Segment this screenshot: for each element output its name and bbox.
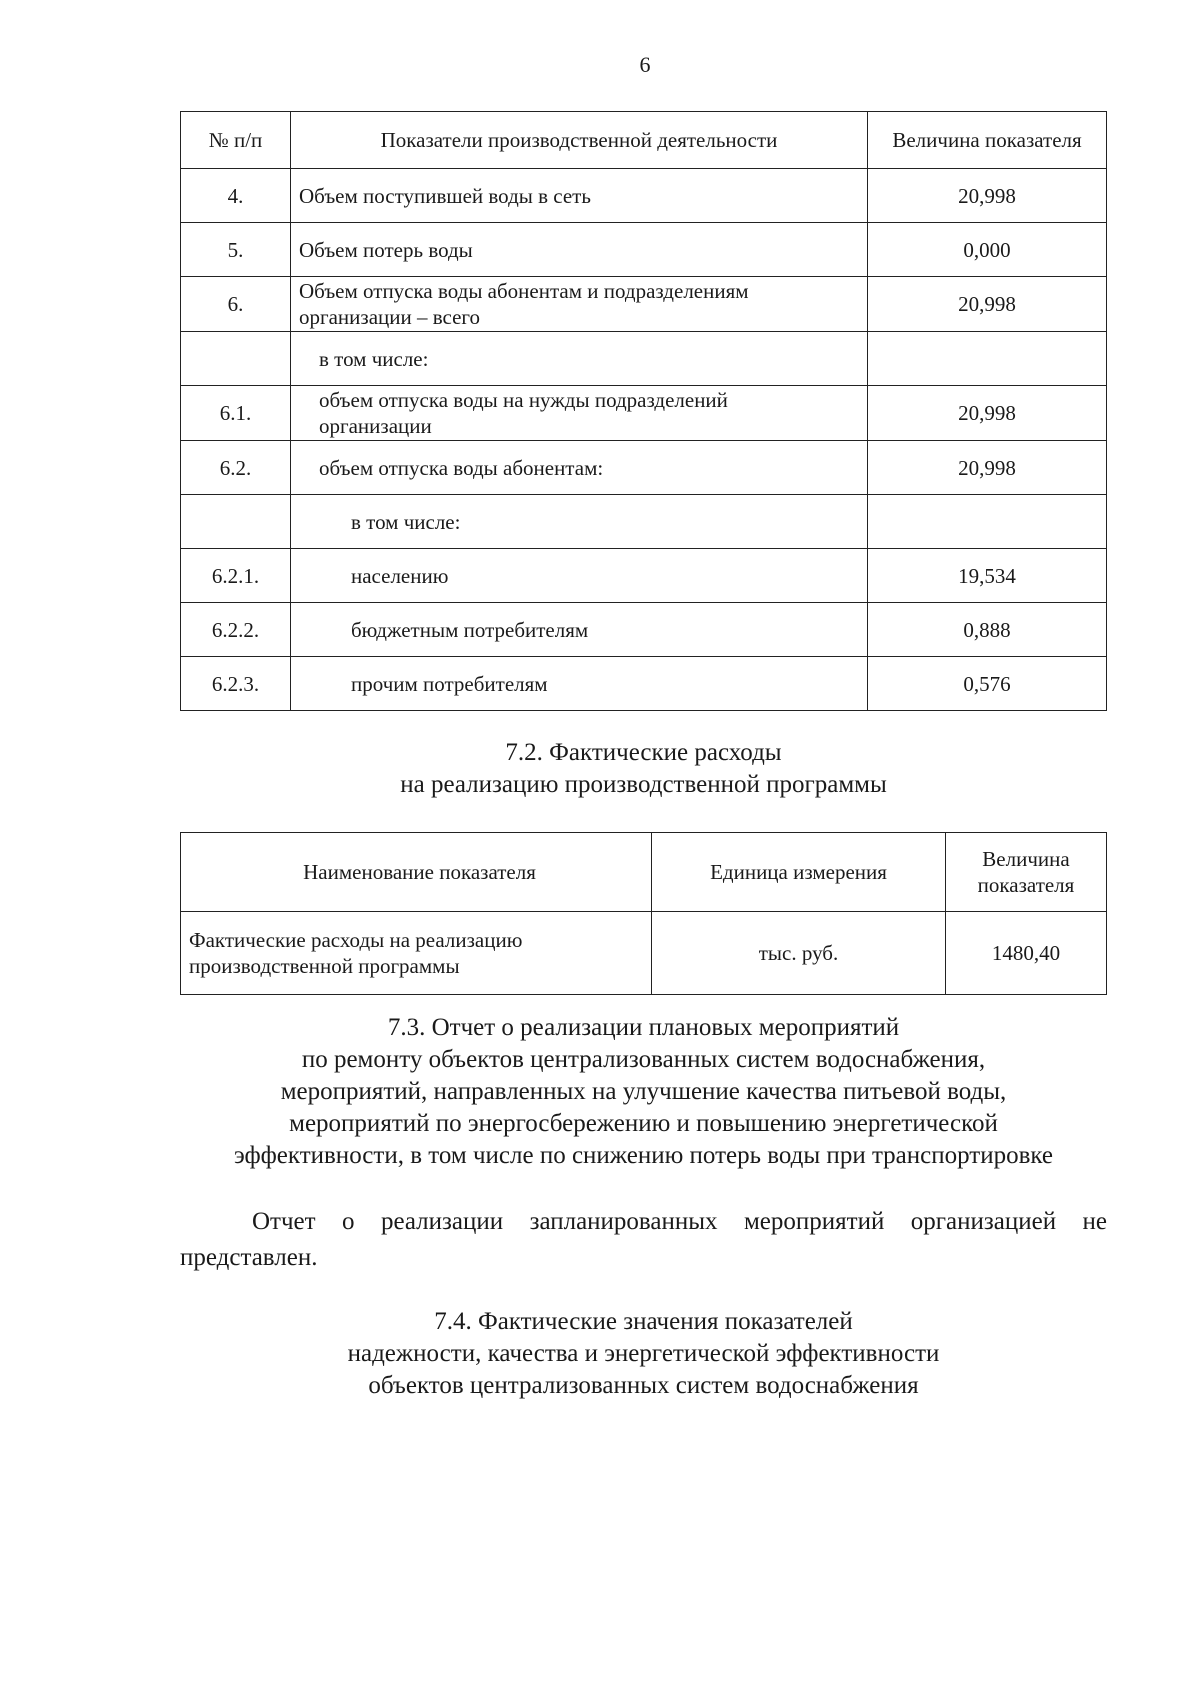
row-value: 0,576 xyxy=(868,657,1107,711)
row-value: 19,534 xyxy=(868,549,1107,603)
row-name: бюджетным потребителям xyxy=(291,603,868,657)
table-row xyxy=(181,277,1107,332)
row-num: 6.2.1. xyxy=(181,549,291,603)
expense-unit: тыс. руб. xyxy=(652,912,946,995)
row-name: объем отпуска воды абонентам: xyxy=(291,441,868,495)
header-unit: Единица измерения xyxy=(652,833,946,912)
section-7-4-title xyxy=(180,1306,1107,1402)
table-row xyxy=(181,495,1107,549)
table-row xyxy=(181,386,1107,441)
row-name: Объем поступившей воды в сеть xyxy=(291,169,868,223)
section-7-3-title-line: мероприятий, направленных на улучшение качества питьевой воды, xyxy=(280,1078,1007,1105)
row-num: 6. xyxy=(181,277,291,332)
row-name: прочим потребителям xyxy=(291,657,868,711)
page-number: 6 xyxy=(639,52,651,77)
expenses-table xyxy=(180,832,1107,995)
section-7-3-title-line: по ремонту объектов централизованных систем водоснабжения, xyxy=(301,1046,986,1073)
production-indicators-table xyxy=(180,111,1107,711)
row-value: 20,998 xyxy=(868,386,1107,441)
row-num: 6.2.2. xyxy=(181,603,291,657)
row-value: 20,998 xyxy=(868,277,1107,332)
header-indicator-name: Наименование показателя xyxy=(181,833,652,912)
section-7-2-title xyxy=(180,737,1107,801)
row-num xyxy=(181,495,291,549)
table-row xyxy=(181,603,1107,657)
table-row xyxy=(181,657,1107,711)
table-row xyxy=(181,441,1107,495)
section-7-3-title xyxy=(180,1012,1107,1172)
row-num: 5. xyxy=(181,223,291,277)
row-value xyxy=(868,495,1107,549)
row-value: 0,000 xyxy=(868,223,1107,277)
section-7-3-title-line: 7.3. Отчет о реализации плановых мероприятий xyxy=(387,1014,900,1041)
row-name: Объем отпуска воды абонентам и подразделениям организации – всего xyxy=(291,277,868,332)
row-name: населению xyxy=(291,549,868,603)
section-7-4-title-line: 7.4. Фактические значения показателей xyxy=(434,1308,853,1335)
section-7-2-title-line: 7.2. Фактические расходы xyxy=(505,739,782,766)
table-row xyxy=(181,912,1107,995)
row-name: в том числе: xyxy=(291,495,868,549)
row-name: объем отпуска воды на нужды подразделений организации xyxy=(291,386,868,441)
row-name: Объем потерь воды xyxy=(291,223,868,277)
table-row xyxy=(181,223,1107,277)
row-num: 4. xyxy=(181,169,291,223)
row-value: 20,998 xyxy=(868,169,1107,223)
row-value xyxy=(868,332,1107,386)
section-7-4-title-line: надежности, качества и энергетической эффективности xyxy=(347,1340,940,1367)
section-7-2-title-line: на реализацию производственной программы xyxy=(400,771,887,798)
row-num xyxy=(181,332,291,386)
expense-name: Фактические расходы на реализацию производственной программы xyxy=(181,912,652,995)
header-value: Величина показателя xyxy=(868,112,1107,169)
header-indicator: Показатели производственной деятельности xyxy=(291,112,868,169)
table-row xyxy=(181,549,1107,603)
row-value: 0,888 xyxy=(868,603,1107,657)
table-header-row xyxy=(181,833,1107,912)
report-paragraph: Отчет о реализации запланированных мероприятий организацией не представлен. xyxy=(180,1208,1107,1271)
section-7-3-title-line: мероприятий по энергосбережению и повышению энергетической xyxy=(289,1110,998,1137)
row-value: 20,998 xyxy=(868,441,1107,495)
table-row xyxy=(181,169,1107,223)
row-num: 6.2. xyxy=(181,441,291,495)
row-num: 6.1. xyxy=(181,386,291,441)
expense-value: 1480,40 xyxy=(946,912,1107,995)
row-name: в том числе: xyxy=(291,332,868,386)
section-7-3-title-line: эффективности, в том числе по снижению потерь воды при транспортировке xyxy=(233,1142,1054,1169)
row-num: 6.2.3. xyxy=(181,657,291,711)
header-value: Величина показателя xyxy=(946,833,1107,912)
table-row xyxy=(181,332,1107,386)
header-num: № п/п xyxy=(181,112,291,169)
table-header-row xyxy=(181,112,1107,169)
section-7-4-title-line: объектов централизованных систем водоснабжения xyxy=(368,1372,919,1399)
